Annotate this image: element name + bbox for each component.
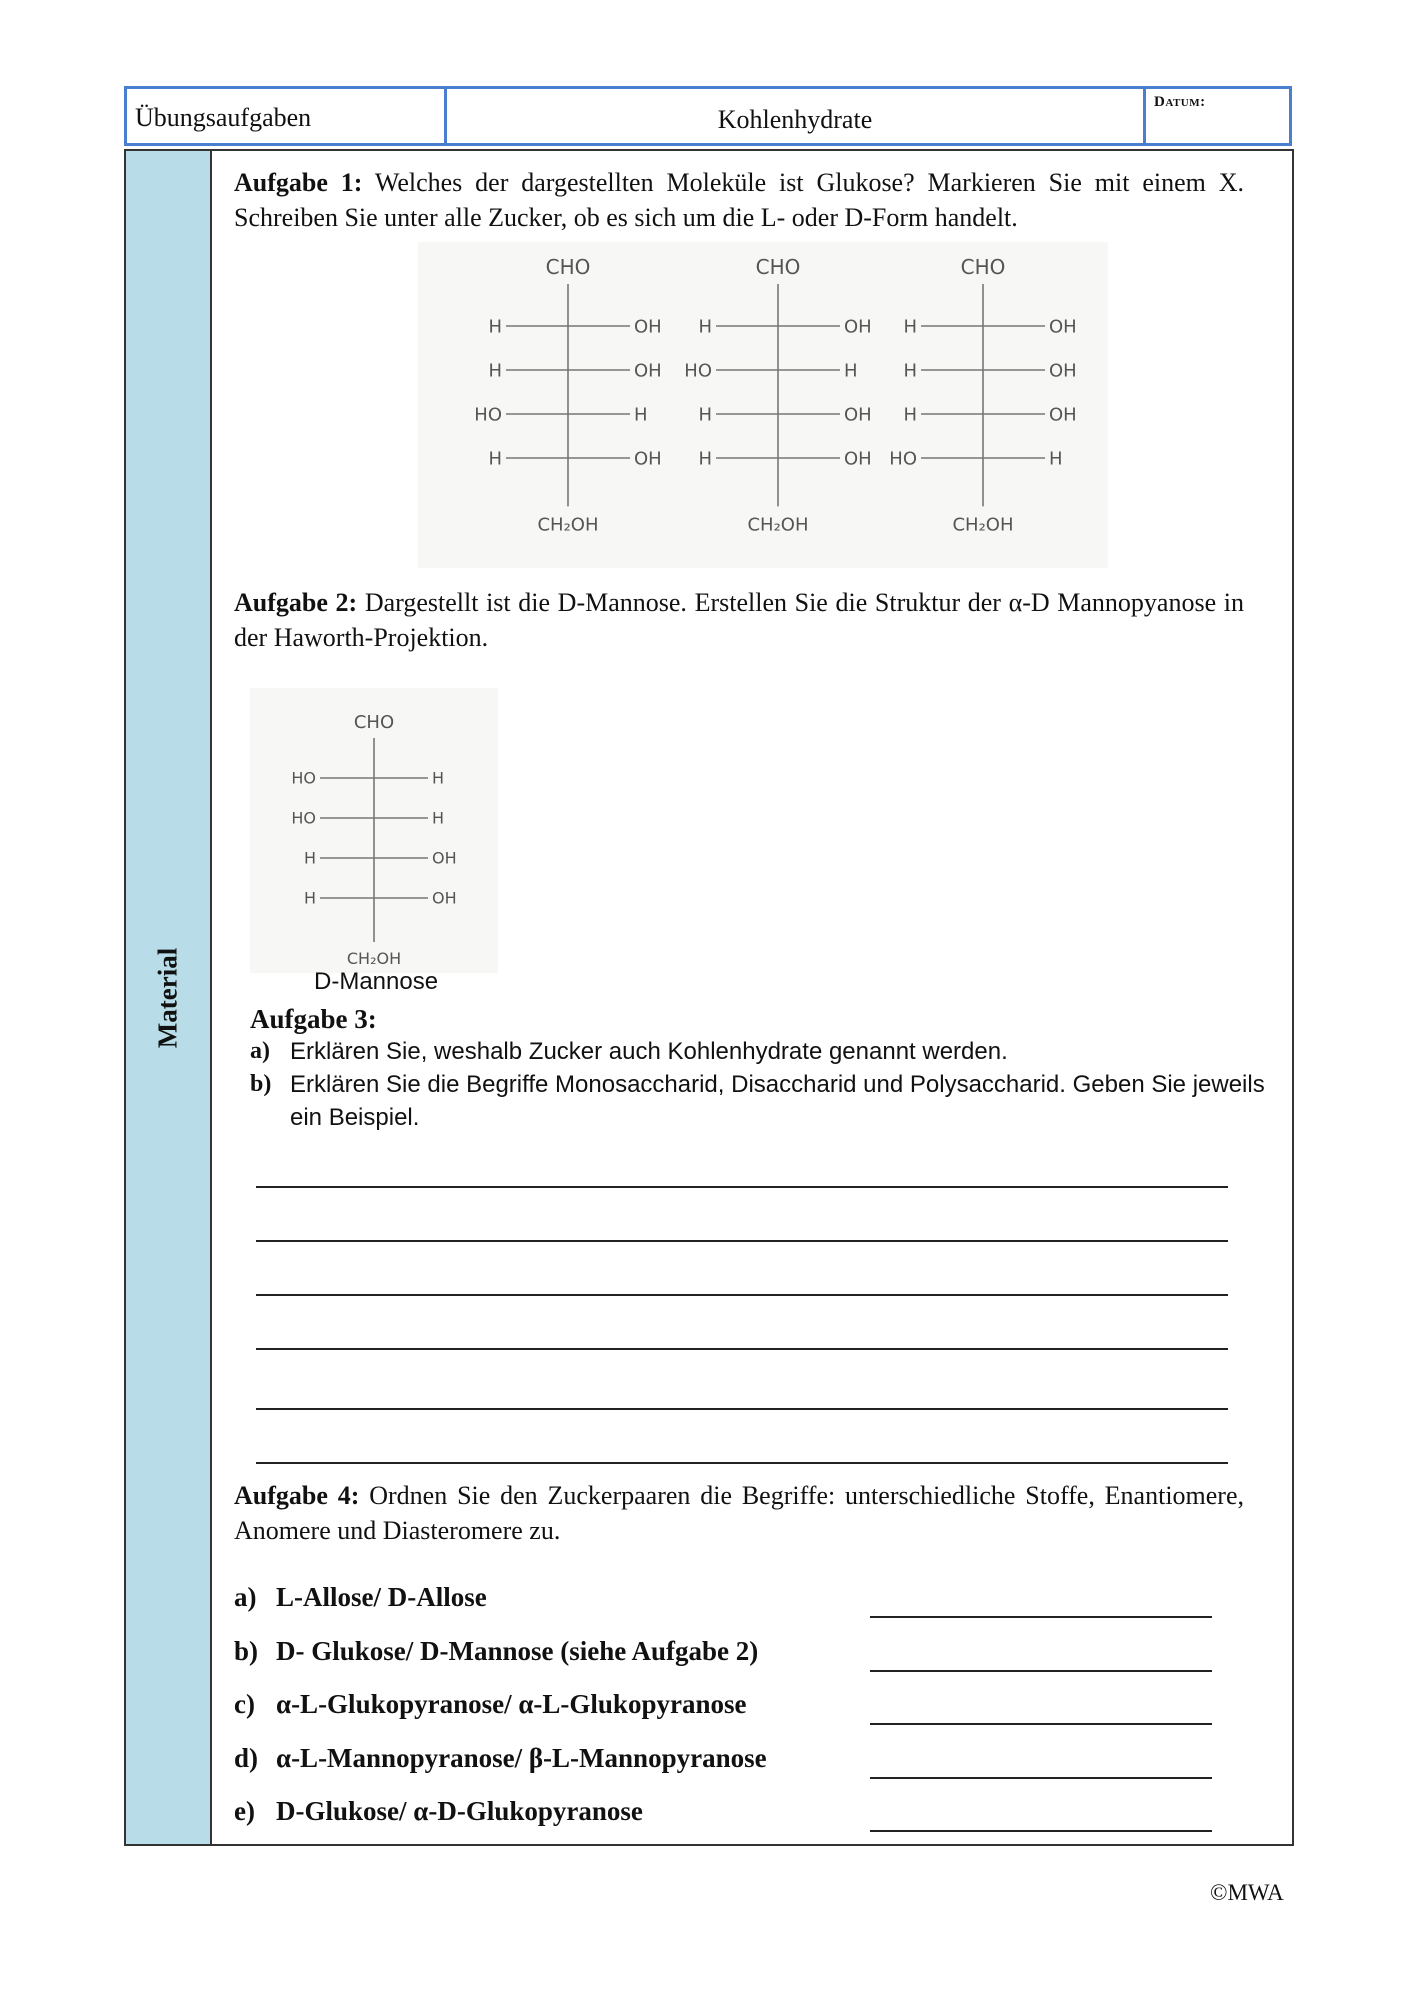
- d-mannose-right-1: H: [432, 768, 445, 788]
- pair-e: [234, 1796, 1234, 1836]
- molecule-2-left-1: H: [698, 316, 712, 338]
- pair-b-answer-line[interactable]: [870, 1670, 1212, 1672]
- sidebar-label: Material: [152, 947, 183, 1048]
- pair-d: [234, 1743, 1234, 1783]
- header-topic: Kohlenhydrate: [717, 105, 873, 134]
- answer-line-5[interactable]: [256, 1408, 1228, 1410]
- molecule-3-right-4: H: [1049, 448, 1063, 470]
- sidebar: [126, 151, 212, 1844]
- task1: [234, 165, 1244, 235]
- task2-fischer-figure: [250, 688, 498, 973]
- molecule-3-top-group: CHO: [960, 255, 1006, 279]
- worksheet-header: [124, 86, 1292, 146]
- answer-line-3[interactable]: [256, 1294, 1228, 1296]
- d-mannose-right-3: OH: [432, 848, 457, 868]
- header-date-cell: [1146, 89, 1289, 143]
- header-date-label: Datum:: [1154, 94, 1206, 110]
- pair-a-answer-line[interactable]: [870, 1616, 1212, 1618]
- task1-fischer-svg: [418, 242, 1108, 568]
- molecule-2-right-2: H: [844, 360, 858, 382]
- pair-b-text: D- Glukose/ D-Mannose (siehe Aufgabe 2): [276, 1636, 759, 1666]
- molecule-2-left-3: H: [698, 404, 712, 426]
- pair-a: [234, 1582, 1234, 1622]
- molecule-3-bottom-group: CH₂OH: [952, 514, 1014, 536]
- pair-e-label: e): [234, 1796, 255, 1826]
- molecule-1-right-1: OH: [634, 316, 662, 338]
- d-mannose-left-3: H: [303, 848, 316, 868]
- header-subject: Übungsaufgaben: [135, 103, 312, 132]
- task4-label: Aufgabe 4:: [234, 1481, 360, 1510]
- pair-e-text: D-Glukose/ α-D-Glukopyranose: [276, 1796, 643, 1826]
- pair-d-label: d): [234, 1743, 259, 1773]
- d-mannose-left-4: H: [303, 888, 316, 908]
- molecule-3-left-4: HO: [889, 448, 917, 470]
- molecule-3-right-1: OH: [1049, 316, 1077, 338]
- pair-b-label: b): [234, 1636, 259, 1666]
- molecule-1-left-2: H: [488, 360, 502, 382]
- d-mannose-left-2: HO: [291, 808, 316, 828]
- molecule-2-right-1: OH: [844, 316, 872, 338]
- molecule-1-bottom-group: CH₂OH: [537, 514, 599, 536]
- task2-label: Aufgabe 2:: [234, 588, 358, 617]
- d-mannose-right-2: H: [432, 808, 445, 828]
- molecule-2-left-4: H: [698, 448, 712, 470]
- task2-fischer-svg: [250, 688, 498, 973]
- molecule-3-left-3: H: [903, 404, 917, 426]
- task3-item-a: [250, 1035, 1270, 1068]
- pair-d-answer-line[interactable]: [870, 1777, 1212, 1779]
- pair-a-label: a): [234, 1582, 257, 1612]
- molecule-2-bottom-group: CH₂OH: [747, 514, 809, 536]
- molecule-2-right-3: OH: [844, 404, 872, 426]
- d-mannose-right-4: OH: [432, 888, 457, 908]
- molecule-3-right-2: OH: [1049, 360, 1077, 382]
- d-mannose-caption: D-Mannose: [314, 968, 439, 995]
- pair-b: [234, 1636, 1234, 1676]
- copyright-footer: ©MWA: [1210, 1880, 1284, 1905]
- answer-line-6[interactable]: [256, 1462, 1228, 1464]
- d-mannose-molecule: [291, 712, 456, 968]
- answer-line-4[interactable]: [256, 1348, 1228, 1350]
- answer-line-1[interactable]: [256, 1186, 1228, 1188]
- molecule-1-right-3: H: [634, 404, 648, 426]
- molecule-2-left-2: HO: [684, 360, 712, 382]
- task4: [234, 1478, 1244, 1548]
- task1-text: Welches der dargestellten Moleküle ist Glukose? Markieren Sie mit einem X. Schreiben Sie unter alle Zucker, ob es sich um die L- oder D-Form handelt.: [234, 168, 1245, 232]
- d-mannose-bottom-group: CH₂OH: [346, 949, 402, 968]
- header-topic-cell: [447, 89, 1146, 143]
- molecule-1-top-group: CHO: [545, 255, 591, 279]
- molecule-2-top-group: CHO: [755, 255, 801, 279]
- molecule-1: [474, 255, 661, 535]
- task1-fischer-figure: [418, 242, 1108, 568]
- d-mannose-top-group: CHO: [353, 712, 395, 733]
- task3-item-a-text: Erklären Sie, weshalb Zucker auch Kohlenhydrate genannt werden.: [290, 1038, 1008, 1065]
- task2-text: Dargestellt ist die D-Mannose. Erstellen Sie die Struktur der α-D Mannopyanose in der Haworth-Projektion.: [234, 588, 1244, 652]
- task3-item-b-label: b): [250, 1071, 272, 1097]
- pair-c-label: c): [234, 1689, 255, 1719]
- molecule-3-left-2: H: [903, 360, 917, 382]
- molecule-3-left-1: H: [903, 316, 917, 338]
- molecule-1-left-3: HO: [474, 404, 502, 426]
- pair-c: [234, 1689, 1234, 1729]
- molecule-1-left-4: H: [488, 448, 502, 470]
- molecule-2-right-4: OH: [844, 448, 872, 470]
- molecule-3: [889, 255, 1076, 535]
- pair-c-answer-line[interactable]: [870, 1723, 1212, 1725]
- task1-label: Aufgabe 1:: [234, 168, 363, 197]
- pair-a-text: L-Allose/ D-Allose: [276, 1582, 487, 1612]
- pair-e-answer-line[interactable]: [870, 1830, 1212, 1832]
- d-mannose-left-1: HO: [291, 768, 316, 788]
- task2: [234, 585, 1244, 655]
- molecule-2: [684, 255, 871, 535]
- task3-item-b: [250, 1068, 1270, 1134]
- molecule-3-right-3: OH: [1049, 404, 1077, 426]
- molecule-1-left-1: H: [488, 316, 502, 338]
- molecule-1-right-2: OH: [634, 360, 662, 382]
- task3-item-b-text: Erklären Sie die Begriffe Monosaccharid, Disaccharid und Polysaccharid. Geben Sie jeweils ein Beispiel.: [290, 1071, 1265, 1131]
- pair-c-text: α-L-Glukopyranose/ α-L-Glukopyranose: [276, 1689, 747, 1719]
- task4-text: Ordnen Sie den Zuckerpaaren die Begriffe: unterschiedliche Stoffe, Enantiomere, Anomere und Diasteromere zu.: [234, 1481, 1245, 1545]
- pair-d-text: α-L-Mannopyranose/ β-L-Mannopyranose: [276, 1743, 767, 1773]
- task3-item-a-label: a): [250, 1038, 270, 1064]
- answer-line-2[interactable]: [256, 1240, 1228, 1242]
- task3: [250, 1004, 1270, 1134]
- task3-label: Aufgabe 3:: [250, 1004, 377, 1034]
- molecule-1-right-4: OH: [634, 448, 662, 470]
- header-subject-cell: [127, 89, 447, 143]
